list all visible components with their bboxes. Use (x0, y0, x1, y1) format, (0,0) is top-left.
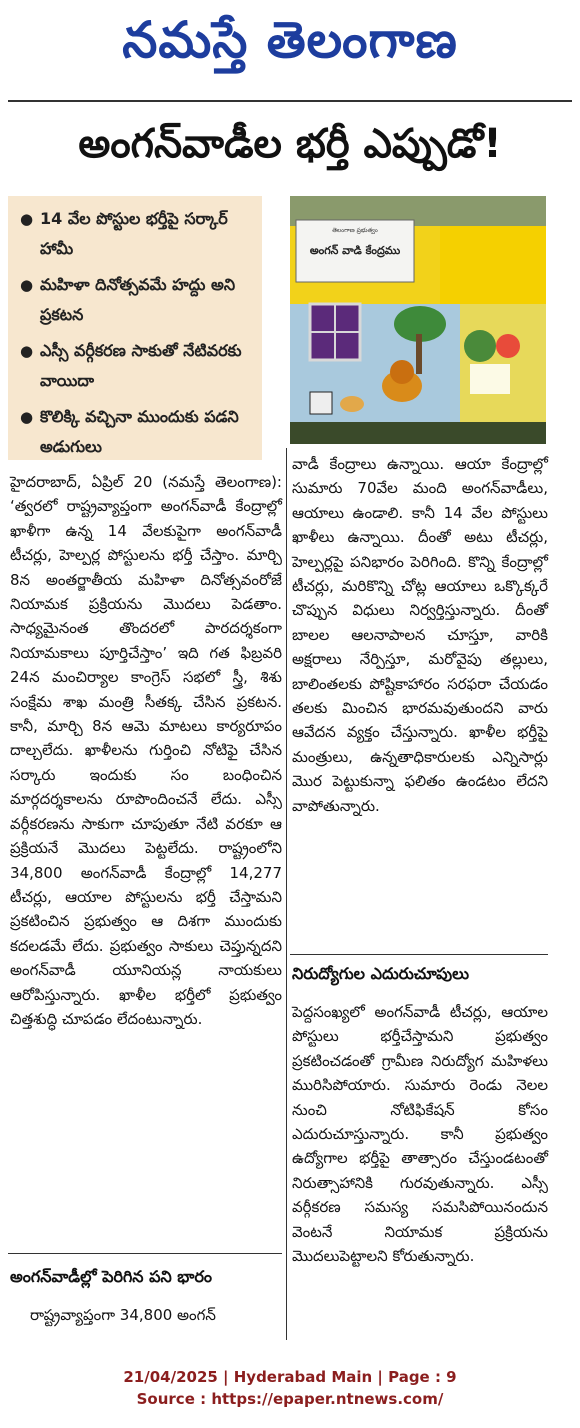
board-line: తెలంగాణ ప్రభుత్వం (332, 227, 378, 234)
highlight-item: ● 14 వేల పోస్టుల భర్తీపై సర్కార్ హామీ (20, 204, 256, 264)
article-paragraph: వాడీ కేంద్రాలు ఉన్నాయి. ఆయా కేంద్రాల్లో సుమారు 70వేల మంది అంగన్‌వాడీలు, ఆయాలు ఉండాలి. కానీ 14 వేల పోస్టులు ఖాళీలు ఉన్నాయి. దీంతో అటు టీచర్లు, హెల్పర్లపై పనిభారం పెరిగింది. కొన్ని కేంద్రాల్లో టీచర్లు, మరికొన్ని చోట్ల ఆయాలు ఒక్కొక్కరే చొప్పున విధులు నిర్వర్తిస్తున్నారు. దీంతో బాలల ఆలనాపాలన చూస్తూ, వారికి అక్షరాలు నేర్పిస్తూ, మరోవైపు తల్లులు, బాలింతలకు పోష్టికాహారం సరఫరా చేయడం తలకు మించిన భారమవుతుందని వారు ఆవేదన వ్యక్తం చేస్తున్నారు. ఖాళీల భర్తీపై మంత్రులు, ఉన్నతాధికారులకు ఎన్నిసార్లు మొర పెట్టుకున్నా ఫలితం ఉండటం లేదని వాపోతున్నారు. (292, 455, 548, 815)
column-divider (286, 448, 287, 1340)
headline (0, 112, 580, 186)
masthead (0, 0, 580, 92)
board-title: అంగన్ వాడి కేంద్రము (309, 244, 401, 257)
right-subheading: నిరుద్యోగుల ఎదురుచూపులు (292, 964, 470, 983)
article-paragraph: పెద్దసంఖ్యలో అంగన్‌వాడీ టీచర్లు, ఆయాల పోస్టులు భర్తీచేస్తామని ప్రభుత్వం ప్రకటించడంతో గ్రామీణ నిరుద్యోగ మహిళలు మురిసిపోయారు. సుమారు రెండు నెలల నుంచి నోటిఫికేషన్ కోసం ఎదురుచూస్తున్నారు. కానీ ప్రభుత్వం ఉద్యోగాల భర్తీపై తాత్సారం చేస్తుండటంతో నిరుత్సాహానికి గురవుతున్నారు. ఎస్సీ వర్గీకరణ సమస్య సమసిపోయినందున వెంటనే నియామక ప్రక్రియను మొదలుపెట్టాలని కోరుతున్నారు. (292, 1003, 548, 1266)
highlights-box (8, 196, 262, 460)
masthead-title: నమస్తే తెలంగాణ (122, 10, 458, 69)
anganwadi-photo (290, 196, 546, 444)
footer-source: Source : https://epaper.ntnews.com/ (136, 1390, 444, 1408)
highlight-item: ● ఎస్సీ వర్గీకరణ సాకుతో నేటివరకు వాయిదా (20, 336, 256, 396)
highlight-item: ● మహిళా దినోత్సవమే హద్దు అని ప్రకటన (20, 270, 256, 330)
right-column-tail (292, 1000, 548, 1268)
bullet-icon: ● (20, 276, 34, 294)
article-paragraph: హైదరాబాద్, ఏప్రిల్ 20 (నమస్తే తెలంగాణ): ‘త్వరలో రాష్ట్రవ్యాప్తంగా అంగన్‌వాడీ కేంద్రాల్లో ఖాళీగా ఉన్న 14 వేలకుపైగా అంగన్‌వాడీ టీచర్లు, హెల్పర్ల పోస్టులను భర్తీ చేస్తాం. మార్చి 8న అంతర్జాతీయ మహిళా దినోత్సవంరోజే నియామక ప్రక్రియను మొదలు పెడతాం. సాధ్యమైనంత తొందరలో పారదర్శకంగా నియామకాలు పూర్తిచేస్తాం’ ఇది గత ఫిబ్రవరి 24న మంచిర్యాల కాంగ్రెస్ సభలో స్త్రీ, శిశు సంక్షేమ శాఖ మంత్రి సీతక్క చేసిన ప్రకటన. కానీ, మార్చి 8న ఆమె మాటలు కార్యరూపం దాల్చలేదు. ఖాళీలను గుర్తించి నోటిఫై చేసిన సర్కారు ఇందుకు సం బంధించిన మార్గదర్శకాలను రూపొందించనే లేదు. ఎస్సీ వర్గీకరణను సాకుగా చూపుతూ నేటి వరకూ ఆ ప్రక్రియనే మొదలు పెట్టలేదు. రాష్ట్రంలోని 34,800 అంగన్‌వాడీ కేంద్రాల్లో 14,277 టీచర్లు, ఆయాల పోస్టులను భర్తీ చేస్తామని ప్రకటించిన ప్రభుత్వం ఆ దిశగా ముందుకు కదలడమే లేదు. ప్రభుత్వం సాకులు చెప్తున్నదని అంగన్‌వాడీ యూనియన్ల నాయకులు ఆరోపిస్తున్నారు. ఖాళీల భర్తీలో ప్రభుత్వం చిత్తశుద్ధి చూపడం లేదంటున్నారు. (10, 473, 282, 1028)
headline-text: అంగన్‌వాడీల భర్తీ ఎప్పుడో! (78, 121, 502, 167)
left-column-text (10, 470, 282, 1031)
article-paragraph: రాష్ట్రవ్యాప్తంగా 34,800 అంగన్ (30, 1306, 216, 1324)
left-subhead-rule (8, 1253, 282, 1254)
left-column-tail (30, 1303, 284, 1327)
bullet-icon: ● (20, 342, 34, 360)
bullet-icon: ● (20, 210, 34, 228)
masthead-rule (8, 100, 572, 102)
right-column-text (292, 452, 548, 818)
right-subhead-rule (290, 954, 548, 955)
bullet-icon: ● (20, 408, 34, 426)
left-subheading: అంగన్‌వాడీల్లో పెరిగిన పని భారం (10, 1267, 213, 1286)
anganwadi-building-image (290, 196, 546, 444)
highlight-item: ● కొలిక్కి వచ్చినా ముందుకు పడని అడుగులు (20, 402, 256, 462)
footer-dateline: 21/04/2025 | Hyderabad Main | Page : 9 (123, 1368, 457, 1386)
